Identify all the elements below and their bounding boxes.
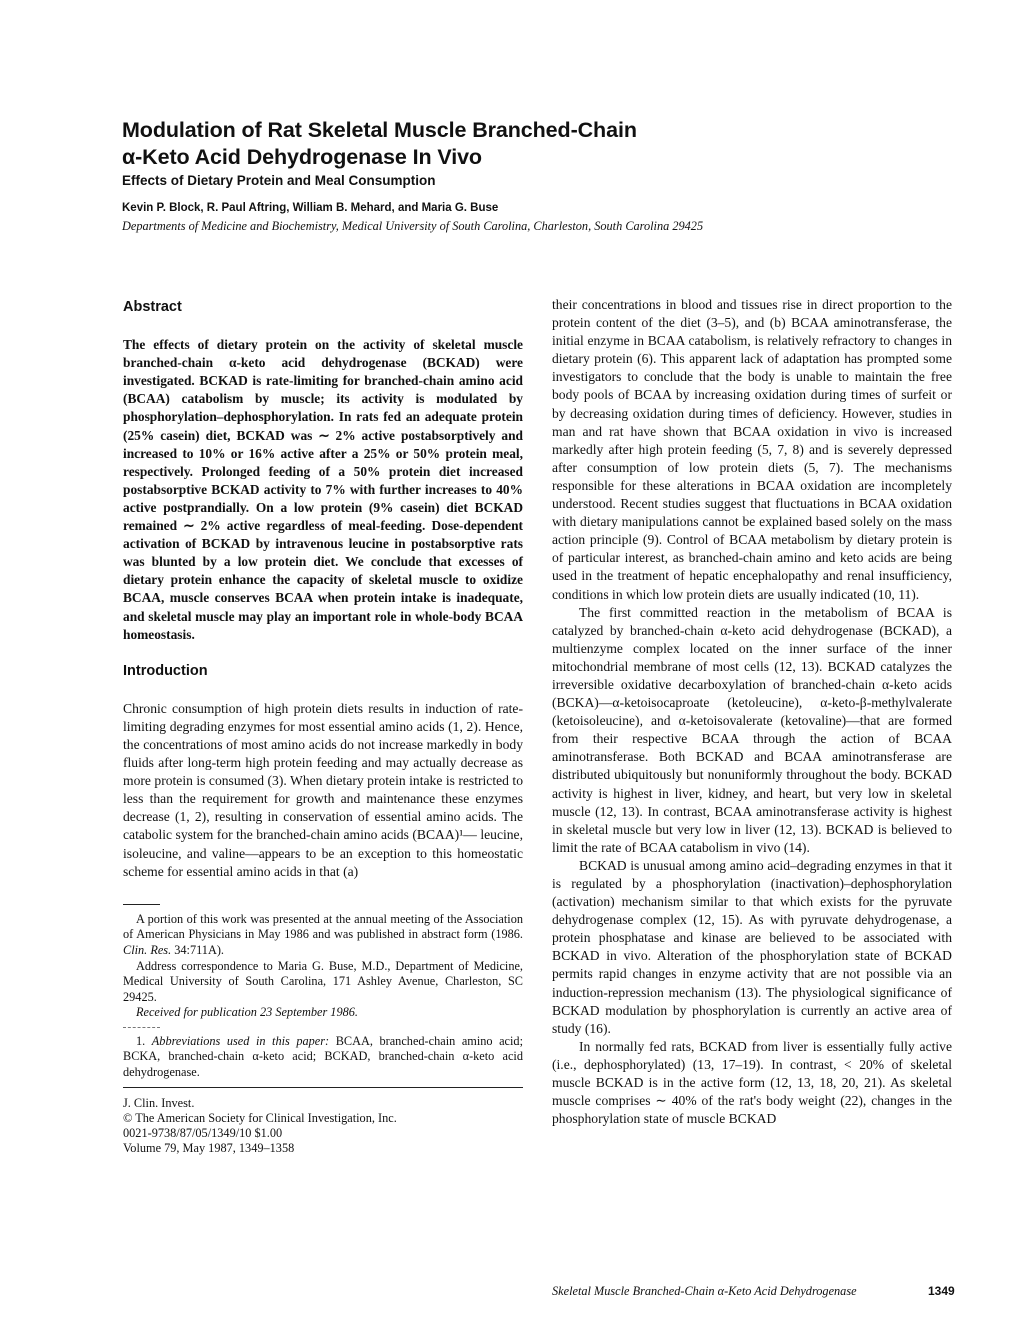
footnote-divider xyxy=(123,904,160,905)
volume-line: Volume 79, May 1987, 1349–1358 xyxy=(123,1141,295,1156)
footnote-abbreviations-label: Abbreviations used in this paper: xyxy=(151,1033,330,1048)
issn-line: 0021-9738/87/05/1349/10 $1.00 xyxy=(123,1126,283,1141)
right-column xyxy=(552,296,952,1128)
left-column xyxy=(123,296,523,1156)
footnote-presentation-tail: 34:711A). xyxy=(171,942,224,957)
footnote-abbreviations-text: BCAA, branched-chain amino acid; BCKA, branched-chain α-keto acid; BCKAD, branched-chain α-keto acid dehydrogenase. xyxy=(123,1033,523,1080)
body-paragraph-1: their concentrations in blood and tissues rise in direct proportion to the protein content of the diet (3–5), and (b) BCAA aminotransferase, the initial enzyme in BCAA catabolism, is relatively refractory to changes in dietary protein (6). This apparent lack of adaptation has prompted some investigators to conclude that the body is unable to maintain the free body pools of BCAA by increasing oxidation during times of surfeit or by decreasing oxidation during times of deficiency. However, studies in man and rat have shown that BCAA oxidation in vivo is increased markedly after high protein feeding (5, 7, 8) and is severely depressed after consumption of low protein diets (5, 7). The mechanisms responsible for these alterations in BCAA oxidation are incompletely understood. Recent studies suggest that fluctuations in BCAA oxidation with dietary manipulations cannot be explained based solely on the mass action principle (9). Control of BCAA metabolism by dietary protein is of particular interest, as branched-chain amino and keto acids are being used in the treatment of hepatic encephalopathy and renal insufficiency, conditions in which low protein diets are usually indicated (10, 11). xyxy=(552,297,952,602)
footnote-number: 1. xyxy=(136,1033,152,1048)
footnote-received: Received for publication 23 September 1986. xyxy=(136,1005,358,1020)
introduction-body: Chronic consumption of high protein diets results in induction of rate-limiting degrading enzymes for most essential amino acids (1, 2). Hence, the concentrations of most amino acids do not increase markedly in body fluids after long-term high protein feeding and may actually decrease as more protein is consumed (3). When dietary protein intake is restricted to less than the requirement for growth and maintenance these enzymes decrease (1, 2), resulting in conservation of essential amino acids. The catabolic system for the branched-chain amino acids (BCAA)¹— leucine, isoleucine, and valine—appears to be an exception to this homeostatic scheme for essential amino acids in that (a) xyxy=(123,700,523,879)
footnote-address: Address correspondence to Maria G. Buse, M.D., Department of Medicine, Medical University of South Carolina, 171 Ashley Avenue, Charleston, SC 29425. xyxy=(123,958,523,1004)
article-subtitle: Effects of Dietary Protein and Meal Consumption xyxy=(122,173,436,188)
abstract-body: The effects of dietary protein on the activity of skeletal muscle branched-chain α-keto acid dehydrogenase (BCKAD) were investigated. BCKAD is rate-limiting for branched-chain amino acid (BCAA) catabolism by muscle; its activity is modulated by phosphorylation–dephosphorylation. In rats fed an adequate protein (25% casein) diet, BCKAD was ∼ 2% active postabsorptively and increased to 10% or 16% active after a 25% or 50% protein meal, respectively. Prolonged feeding of a 50% protein diet increased postabsorptive BCKAD activity to 7% with further increases to 40% active postprandially. On a low protein (9% casein) diet BCKAD remained ∼ 2% active regardless of meal-feeding. Dose-dependent activation of BCKAD by intravenous leucine in postabsorptive rats was blunted by a low protein diet. We conclude that excesses of dietary protein enhance the capacity of skeletal muscle to oxidize BCAA, muscle conserves BCAA when protein intake is inadequate, and skeletal muscle may play an important role in whole-body BCAA homeostasis. xyxy=(123,337,523,642)
author-list: Kevin P. Block, R. Paul Aftring, William B. Mehard, and Maria G. Buse xyxy=(122,202,499,214)
copyright-line: © The American Society for Clinical Investigation, Inc. xyxy=(123,1110,397,1125)
footnote-abbreviations xyxy=(123,1034,523,1081)
page-number: 1349 xyxy=(928,1284,955,1298)
introduction-heading: Introduction xyxy=(123,662,208,679)
running-footer-title: Skeletal Muscle Branched-Chain α-Keto Acid Dehydrogenase xyxy=(552,1284,857,1298)
footnote-presentation-text: A portion of this work was presented at the annual meeting of the Association of American Physicians in May 1986 and was published in abstract form (1986. xyxy=(123,911,523,942)
body-paragraph-2: The first committed reaction in the metabolism of BCAA is catalyzed by branched-chain α-keto acid dehydrogenase (BCKAD), a multienzyme complex located on the inner surface of the inner mitochondrial membrane of most cells (12, 13). BCKAD catalyzes the irreversible oxidative decarboxylation of branched-chain α-keto acids (BCKA)—α-ketoisocaproate (ketoleucine), α-keto-β-methylvalerate (ketoisoleucine), and α-ketoisovalerate (ketovaline)—that are formed from their respective BCAA through the action of BCAA aminotransferase. Both BCKAD and BCAA aminotransferase are distributed ubiquitously but nonuniformly throughout the body. BCKAD activity is highest in liver, kidney, and heart, but very low in skeletal muscle (12, 13). In contrast, BCAA aminotransferase activity is highest in skeletal muscle but very low in liver (12, 13). BCKAD is believed to limit the rate of BCAA catabolism in vivo (14). xyxy=(552,604,952,855)
footnote-presentation xyxy=(123,912,523,959)
footnote-journal-name: Clin. Res. xyxy=(123,942,172,957)
article-title-line-2: α-Keto Acid Dehydrogenase In Vivo xyxy=(122,145,482,169)
affiliation: Departments of Medicine and Biochemistry, Medical University of South Carolina, Charleston, South Carolina 29425 xyxy=(122,219,704,233)
abstract-heading: Abstract xyxy=(123,299,182,315)
journal-info-divider xyxy=(123,1087,523,1088)
footnote-dashed-divider xyxy=(123,1027,160,1028)
body-paragraph-4: In normally fed rats, BCKAD from liver is essentially fully active (i.e., dephosphorylated) (13, 17–19). In contrast, < 20% of skeletal muscle BCKAD is in the active form (12, 13, 18, 20, 21). As skeletal muscle comprises ∼ 40% of the rat's body weight (22), changes in the phosphorylation state of muscle BCKAD xyxy=(552,1038,952,1127)
body-paragraph-3: BCKAD is unusual among amino acid–degrading enzymes in that it is regulated by a phosphorylation (inactivation)–dephosphorylation (activation) mechanism similar to that which exists for the pyruvate dehydrogenase complex (12, 15). As with pyruvate dehydrogenase, a protein phosphatase and kinase are believed to be associated with BCKAD in vivo. Alteration of the phosphorylation state of BCKAD permits rapid changes in enzyme activity that are not possible via an induction-repression mechanism (13). The physiological significance of BCKAD modulation by phosphorylation is currently an active area of study (16). xyxy=(552,857,952,1036)
article-title-line-1: Modulation of Rat Skeletal Muscle Branched-Chain xyxy=(122,118,637,142)
journal-name: J. Clin. Invest. xyxy=(123,1095,195,1110)
